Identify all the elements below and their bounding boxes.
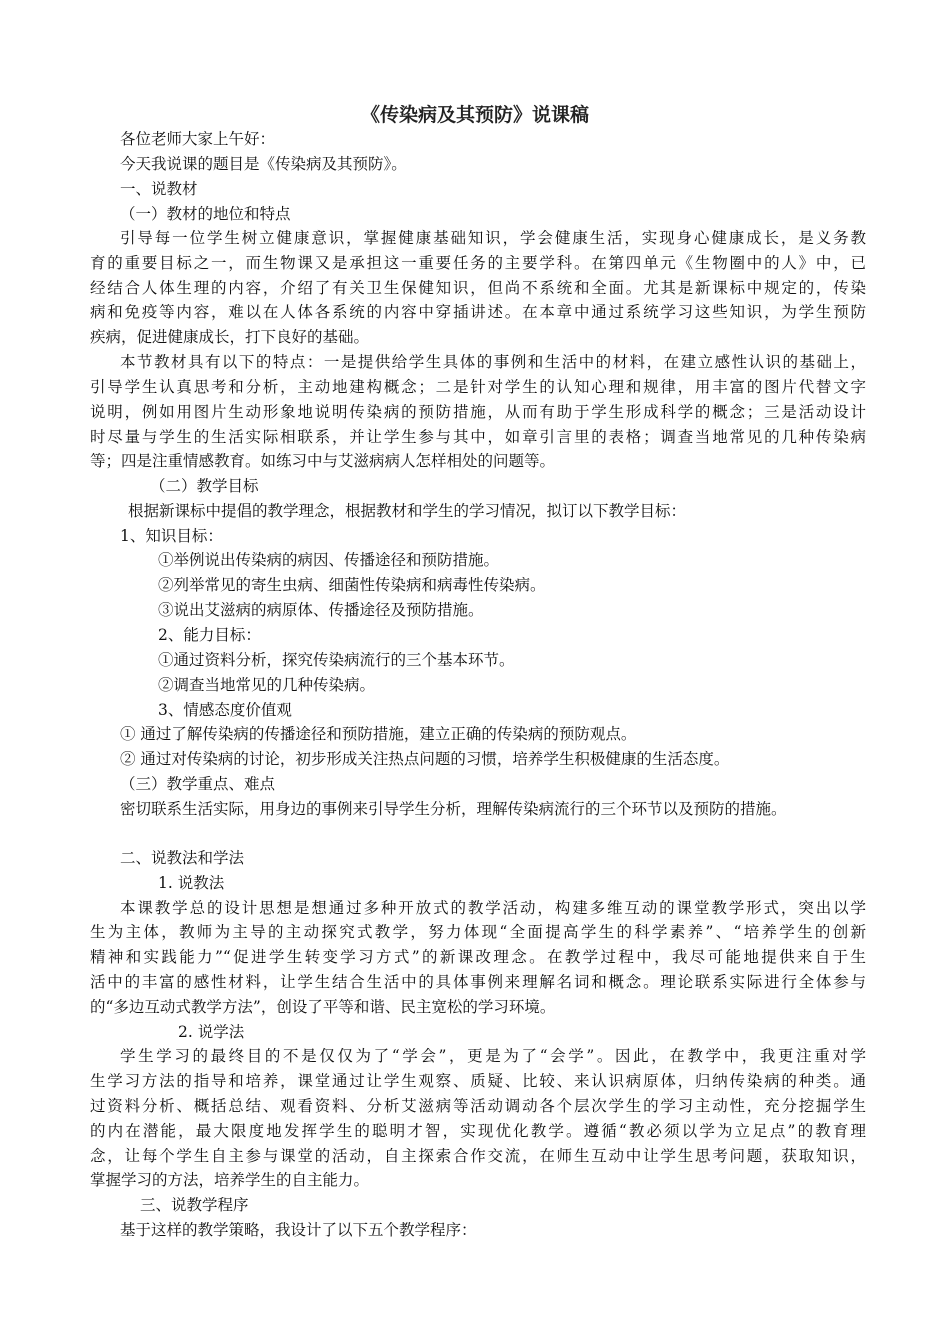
paragraph-line: 生学习方法的指导和培养，课堂通过让学生观察、质疑、比较、来认识病原体，归纳传染病的种类。通: [90, 1072, 866, 1090]
paragraph-line: 经结合人体生理的内容，介绍了有关卫生保健知识，但尚不系统和全面。尤其是新课标中规定的，传染: [90, 279, 866, 297]
knowledge-goals-heading: 1、知识目标：: [120, 527, 223, 545]
procedure-intro: 基于这样的教学策略，我设计了以下五个教学程序：: [120, 1221, 477, 1239]
paragraph-line: 本节教材具有以下的特点：一是提供给学生具体的事例和生活中的材料，在建立感性认识的基础上，: [120, 353, 866, 371]
goal-item: ②调查当地常见的几种传染病。: [158, 676, 376, 694]
paragraph-line: 疾病，促进健康成长，打下良好的基础。: [90, 328, 370, 346]
greeting: 各位老师大家上午好：: [120, 130, 276, 148]
paragraph-line: 育的重要目标之一，而生物课又是承担这一重要任务的主要学科。在第四单元《生物圈中的人》中，已: [90, 254, 866, 272]
paragraph-line: 的“多边互动式教学方法”，创设了平等和谐、民主宽松的学习环境。: [90, 998, 556, 1016]
paragraph-line: 病和免疫等内容，难以在人体各系统的内容中穿插讲述。在本章中通过系统学习这些知识，为学生预防: [90, 303, 866, 321]
intro-line: 今天我说课的题目是《传染病及其预防》。: [120, 155, 407, 173]
paragraph-line: 本课教学总的设计思想是想通过多种开放式的教学活动，构建多维互动的课堂教学形式，突出以学: [120, 899, 866, 917]
document-title: 《传染病及其预防》说课稿: [360, 104, 589, 126]
paragraph-line: 时尽量与学生的生活实际相联系，并让学生参与其中，如章引言里的表格；调查当地常见的几种传染病: [90, 428, 866, 446]
paragraph-line: 的内在潜能，最大限度地发挥学生的聪明才智，实现优化教学。遵循“教必须以学为立足点”的教育理: [90, 1122, 866, 1140]
goals-intro: 根据新课标中提倡的教学理念，根据教材和学生的学习情况，拟订以下教学目标：: [128, 502, 687, 520]
paragraph-line: 生为主体，教师为主导的主动探究式教学，努力体现“全面提高学生的科学素养”、“培养学生的创新: [90, 923, 866, 941]
paragraph-line: 说明，例如用图片生动形象地说明传染病的预防措施，从而有助于学生形成科学的概念；三是活动设计: [90, 403, 866, 421]
ability-goals-heading: 2、能力目标：: [158, 626, 261, 644]
goal-item: ③说出艾滋病的病原体、传播途径及预防措施。: [158, 601, 484, 619]
paragraph-line: 过资料分析、概括总结、观看资料、分析艾滋病等活动调动各个层次学生的学习主动性，充分挖掘学生: [90, 1097, 866, 1115]
section-heading-1: 一、说教材: [120, 180, 198, 198]
section-heading-3: 三、说教学程序: [140, 1196, 249, 1214]
subsection-heading-2-2: 2. 说学法: [178, 1023, 245, 1041]
goal-item: ①通过资料分析，探究传染病流行的三个基本环节。: [158, 651, 515, 669]
key-points-text: 密切联系生活实际，用身边的事例来引导学生分析，理解传染病流行的三个环节以及预防的措施。: [120, 800, 787, 818]
goal-item: ①举例说出传染病的病因、传播途径和预防措施。: [158, 551, 500, 569]
subsection-heading-1-1: （一）教材的地位和特点: [120, 205, 291, 223]
goal-item: ② 通过对传染病的讨论，初步形成关注热点问题的习惯，培养学生积极健康的生活态度。: [120, 750, 730, 768]
subsection-heading-2-1: 1. 说教法: [158, 874, 225, 892]
paragraph-line: 学生学习的最终目的不是仅仅为了“学会”，更是为了“会学”。因此，在教学中，我更注重对学: [120, 1047, 866, 1065]
attitude-goals-heading: 3、情感态度价值观: [158, 701, 292, 719]
goal-item: ②列举常见的寄生虫病、细菌性传染病和病毒性传染病。: [158, 576, 546, 594]
paragraph-line: 等；四是注重情感教育。如练习中与艾滋病病人怎样相处的问题等。: [90, 452, 556, 470]
paragraph-line: 精神和实践能力”“促进学生转变学习方式”的新课改理念。在教学过程中，我尽可能地提供来自于生: [90, 948, 866, 966]
paragraph-line: 念，让每个学生自主参与课堂的活动，自主探索合作交流，在师生互动中让学生思考问题，获取知识，: [90, 1147, 866, 1165]
paragraph-line: 引导每一位学生树立健康意识，掌握健康基础知识，学会健康生活，实现身心健康成长，是义务教: [120, 229, 866, 247]
subsection-heading-1-3: （三）教学重点、难点: [120, 775, 276, 793]
paragraph-line: 掌握学习的方法，培养学生的自主能力。: [90, 1171, 370, 1189]
paragraph-line: 活中的丰富的感性材料，让学生结合生活中的具体事例来理解名词和概念。理论联系实际进行全体参与: [90, 973, 866, 991]
paragraph-line: 引导学生认真思考和分析，主动地建构概念；二是针对学生的认知心理和规律，用丰富的图片代替文字: [90, 378, 866, 396]
subsection-heading-1-2: （二）教学目标: [150, 477, 259, 495]
section-heading-2: 二、说教法和学法: [120, 849, 245, 867]
goal-item: ① 通过了解传染病的传播途径和预防措施，建立正确的传染病的预防观点。: [120, 725, 637, 743]
